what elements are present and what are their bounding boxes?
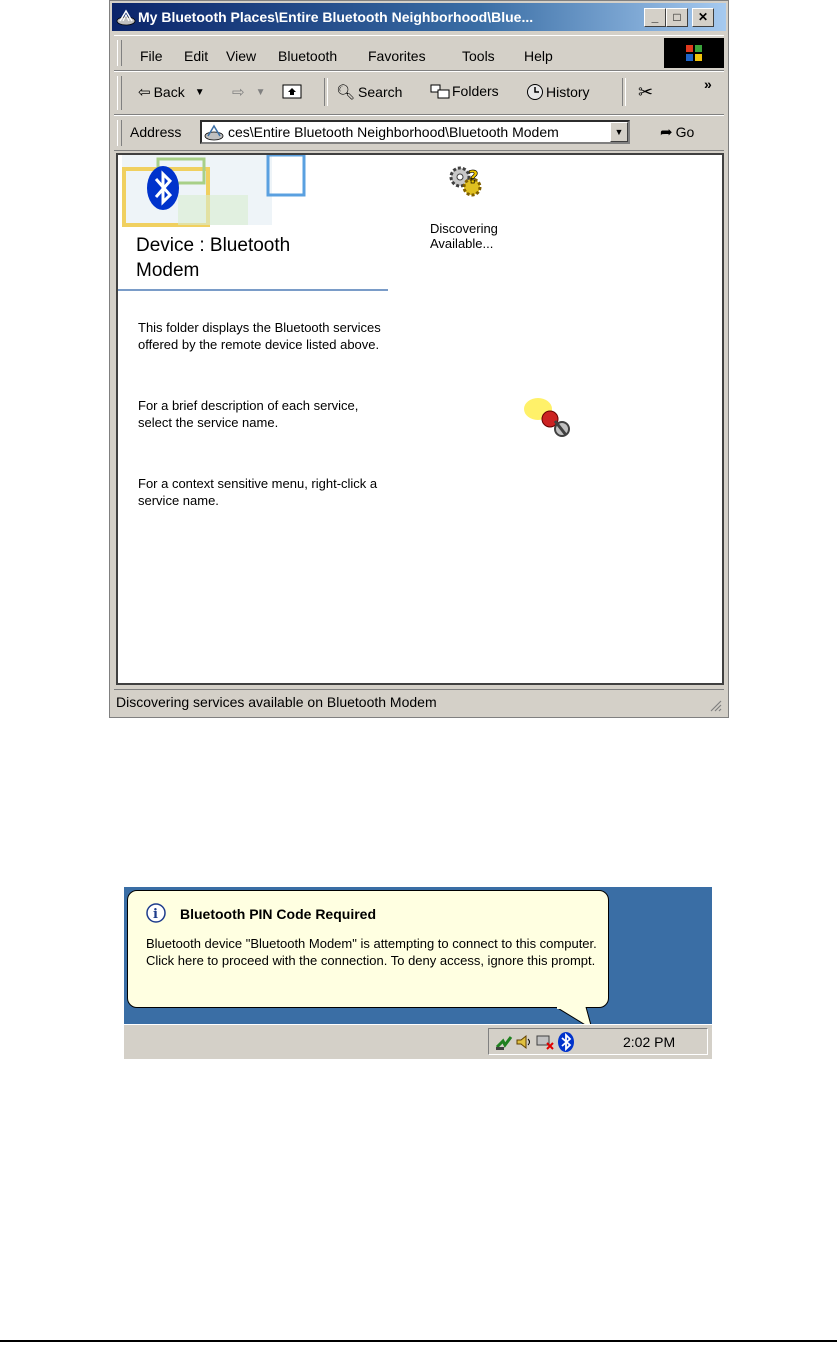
- svg-text:i: i: [153, 907, 158, 922]
- search-button[interactable]: [336, 83, 402, 101]
- address-dropdown-button[interactable]: ▼: [610, 122, 628, 142]
- clock[interactable]: 2:02 PM: [623, 1034, 676, 1050]
- toolbar-overflow-button[interactable]: »: [704, 76, 712, 92]
- desktop-taskbar-region: [124, 887, 712, 1059]
- explorer-window: [109, 0, 729, 718]
- go-arrow-icon: ➦: [660, 124, 673, 141]
- bluetooth-logo-icon: [146, 165, 180, 211]
- back-label: Back: [153, 84, 185, 100]
- content-pane: [116, 153, 724, 685]
- windows-logo-icon: [664, 38, 724, 68]
- bluetooth-places-icon: [204, 123, 224, 141]
- menu-tools[interactable]: Tools: [462, 48, 495, 64]
- balloon-body: Bluetooth device "Bluetooth Modem" is attempting to connect to this computer. Click here to proceed with the connection. To deny access, ignore this prompt.: [146, 936, 597, 968]
- gears-question-icon: [446, 161, 486, 201]
- status-text: Discovering services available on Bluetooth Modem: [116, 694, 437, 710]
- forward-dropdown-icon[interactable]: ▼: [255, 86, 266, 98]
- menu-bluetooth[interactable]: Bluetooth: [278, 48, 338, 64]
- address-value: ces\Entire Bluetooth Neighborhood\Bluetooth Modem: [228, 124, 559, 140]
- folders-button[interactable]: [430, 83, 499, 99]
- window-title: My Bluetooth Places\Entire Bluetooth Neighborhood\Blue...: [138, 9, 534, 25]
- back-arrow-icon: ⇦: [138, 84, 151, 101]
- up-folder-icon: [282, 82, 302, 100]
- menu-edit[interactable]: Edit: [184, 48, 209, 64]
- search-icon: 🔍︎: [336, 84, 356, 101]
- status-bar: [114, 689, 724, 714]
- menu-bar: [114, 35, 724, 71]
- bluetooth-tray-icon[interactable]: [557, 1031, 575, 1053]
- scissors-icon: ✂: [638, 82, 654, 102]
- network-icon[interactable]: [495, 1033, 513, 1051]
- volume-icon[interactable]: [515, 1033, 533, 1051]
- resize-grip-icon[interactable]: [708, 698, 722, 712]
- up-folder-button[interactable]: [282, 82, 302, 100]
- address-bar-grip[interactable]: [117, 120, 122, 146]
- taskbar: [124, 1024, 712, 1059]
- forward-button[interactable]: [232, 83, 265, 101]
- system-tray: [488, 1028, 708, 1055]
- cut-button[interactable]: [638, 82, 653, 103]
- panel-paragraph: This folder displays the Bluetooth services offered by the remote device listed above.: [138, 320, 381, 352]
- history-button[interactable]: [526, 83, 590, 101]
- panel-title: Device : Bluetooth Modem: [136, 235, 291, 281]
- bluetooth-places-icon: [116, 8, 136, 26]
- menu-help[interactable]: Help: [524, 48, 553, 64]
- svg-text:?: ?: [468, 167, 479, 188]
- pin-code-balloon[interactable]: [127, 890, 609, 1008]
- go-label: Go: [675, 124, 695, 140]
- menu-favorites[interactable]: Favorites: [368, 48, 426, 64]
- history-icon: [526, 83, 544, 101]
- address-input[interactable]: [200, 120, 630, 144]
- address-label: Address: [130, 124, 182, 140]
- page-rule: [0, 1340, 837, 1342]
- minimize-button[interactable]: _: [644, 8, 666, 27]
- discovery-animation-icon: [522, 393, 578, 441]
- go-button[interactable]: [660, 123, 694, 141]
- toolbar-separator: [622, 78, 626, 106]
- toolbar-grip[interactable]: [117, 76, 122, 110]
- title-bar[interactable]: [112, 3, 726, 31]
- history-label: History: [546, 84, 590, 100]
- folders-icon: [430, 83, 450, 99]
- folders-label: Folders: [452, 83, 499, 99]
- panel-paragraph: For a brief description of each service, select the service name.: [138, 398, 359, 430]
- search-label: Search: [358, 84, 403, 100]
- discovering-label: Discovering Available...: [430, 221, 498, 251]
- panel-paragraph: For a context sensitive menu, right-click a service name.: [138, 476, 378, 508]
- back-dropdown-icon[interactable]: ▼: [194, 86, 205, 98]
- close-button[interactable]: ✕: [692, 8, 714, 27]
- menu-file[interactable]: File: [140, 48, 163, 64]
- balloon-title: Bluetooth PIN Code Required: [180, 906, 376, 922]
- info-icon: [146, 903, 166, 923]
- toolbar-separator: [324, 78, 328, 106]
- back-button[interactable]: [138, 83, 205, 101]
- menu-bar-grip[interactable]: [117, 40, 122, 66]
- disconnected-adapter-icon[interactable]: [535, 1033, 555, 1051]
- address-bar: [114, 115, 724, 151]
- menu-view[interactable]: View: [226, 48, 257, 64]
- forward-arrow-icon: ⇨: [232, 84, 245, 101]
- standard-toolbar: [114, 71, 724, 115]
- maximize-button[interactable]: □: [666, 8, 688, 27]
- panel-divider: [118, 289, 388, 291]
